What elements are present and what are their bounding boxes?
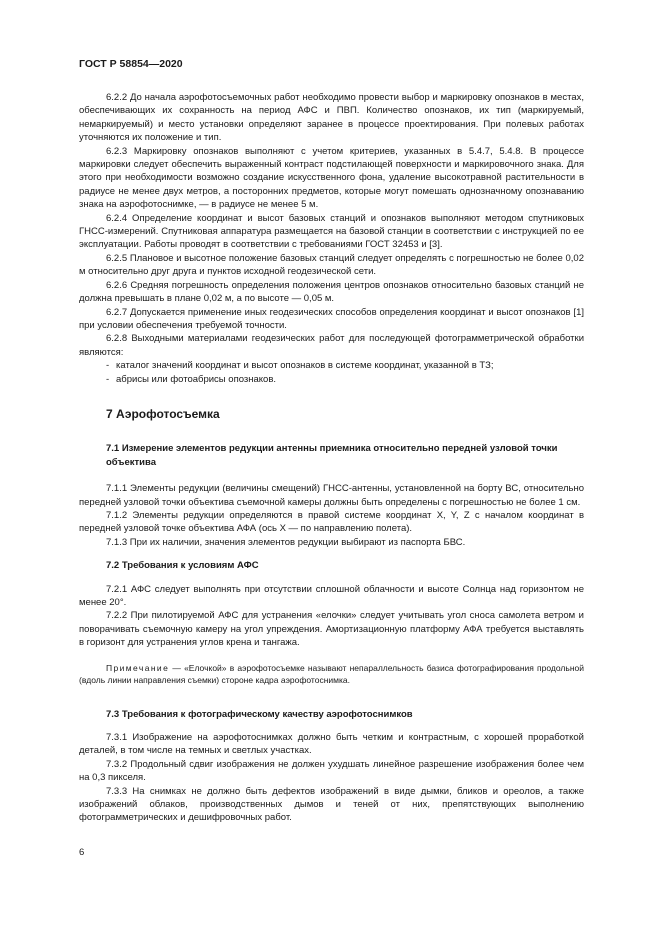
subsection-7-3-heading: 7.3 Требования к фотографическому качеству аэрофотоснимков <box>106 708 413 720</box>
section-7-heading: 7 Аэрофотосъемка <box>106 406 220 421</box>
list-item <box>79 373 584 386</box>
document-header: ГОСТ Р 58854—2020 <box>79 58 183 70</box>
paragraph-6-2-2: 6.2.2 До начала аэрофотосъемочных работ необходимо провести выбор и маркировку опознаков в местах, обеспечивающих их сохранность на период АФС и ПВП. Количество опознаков, их тип (маркируемый, немаркируемый) и место установки определяют заранее в процессе проектирования. При полевых работах уточняются их положение и тип. <box>79 92 584 144</box>
note-label: Примечание <box>106 662 170 673</box>
paragraph-7-3-1: 7.3.1 Изображение на аэрофотоснимках должно быть четким и контрастным, с хорошей проработкой деталей, в том числе на темных и светлых участках. <box>79 732 584 757</box>
dash-marker: - <box>106 360 110 372</box>
paragraph-6-2-3: 6.2.3 Маркировку опознаков выполняют с учетом критериев, указанных в 5.4.7, 5.4.8. В процессе маркировки следует обеспечить выраженный контраст подстилающей поверхности и маркировочного знака. Для этого при необходимости возможно создание искусственного фона, удаление высокотравной растительности в радиусе не менее двух метров, а посторонних предметов, которые могут помешать однозначному опознаванию знака на аэрофотоснимке, — в радиусе не менее 5 м. <box>79 145 584 211</box>
paragraph-6-2-5: 6.2.5 Плановое и высотное положение базовых станций следует определять с погрешностью не более 0,02 м относительно друг друга и пунктов исходной геодезической сети. <box>79 252 584 278</box>
spacer <box>79 549 584 559</box>
paragraph-6-2-7: 6.2.7 Допускается применение иных геодезических способов определения координат и высот опознаков [1] при условии обеспечения требуемой точности. <box>79 306 584 331</box>
paragraph-7-3-2: 7.3.2 Продольный сдвиг изображения не должен ухудшать линейное разрешение изображения более чем на 0,3 пикселя. <box>79 758 584 784</box>
paragraph-6-2-6: 6.2.6 Средняя погрешность определения положения центров опознаков относительно базовых станций не должна превышать в плане 0,02 м, а по высоте — 0,05 м. <box>79 279 584 305</box>
paragraph-7-1-1: 7.1.1 Элементы редукции (величины смещений) ГНСС-антенны, установленной на борту ВС, относительно передней узловой точки объектива съемочной камеры должны быть определены с погрешностью не более 1 см. <box>79 483 584 508</box>
dash-marker: - <box>106 373 110 385</box>
paragraph-6-2-4: 6.2.4 Определение координат и высот базовых станций и опознаков выполняют методом спутниковых ГНСС-измерений. Спутниковая аппаратура размещается на базовой станции в соответствии с инструкцией по ее эксплуатации. Работы проводят в соответствии с требованиями ГОСТ 32453 и [3]. <box>79 212 584 251</box>
paragraph-7-2-1: 7.2.1 АФС следует выполнять при отсутствии сплошной облачности и высоте Солнца над горизонтом не менее 20°. <box>79 583 584 608</box>
page-number: 6 <box>79 847 85 858</box>
spacer <box>79 686 584 708</box>
subsection-7-2-heading: 7.2 Требования к условиям АФС <box>106 560 259 572</box>
list-item <box>79 359 584 372</box>
subsection-7-1-heading: 7.1 Измерение элементов редукции антенны приемника относительно передней узловой точки объектива <box>106 443 558 468</box>
paragraph-7-2-2: 7.2.2 При пилотируемой АФС для устранения «елочки» следует учитывать угол сноса самолета ветром и поворачивать съемочную камеру на угол упреждения. Амортизационную платформу АФА требуется выставлять в горизонт для устранения углов крена и тангажа. <box>79 610 584 649</box>
note-text: — «Елочкой» в аэрофотосъемке называют непараллельность базиса фотографирования продольной (вдоль линии направления съемки) стороне кадра аэрофотоснимка. <box>79 662 584 685</box>
paragraph-7-1-3: 7.1.3 При их наличии, значения элементов редукции выбирают из паспорта БВС. <box>106 536 466 548</box>
paragraph-7-3-3: 7.3.3 На снимках не должно быть дефектов изображений в виде дымки, бликов и ореолов, а также изображений облаков, производственных дымов и теней от них, препятствующих выполнению фотограмметрических и дешифровочных работ. <box>79 785 584 824</box>
list-item-text: абрисы или фотоабрисы опознаков. <box>116 373 277 385</box>
document-body <box>79 91 584 825</box>
paragraph-6-2-8: 6.2.8 Выходными материалами геодезических работ для последующей фотограмметрической обработки являются: <box>79 333 584 358</box>
list-item-text: каталог значений координат и высот опознаков в системе координат, указанной в ТЗ; <box>116 360 494 372</box>
paragraph-7-1-2: 7.1.2 Элементы редукции определяются в правой системе координат X, Y, Z с началом координат в передней узловой точке объектива АФА (ось X — по направлению полета). <box>79 509 584 535</box>
note <box>79 662 584 686</box>
